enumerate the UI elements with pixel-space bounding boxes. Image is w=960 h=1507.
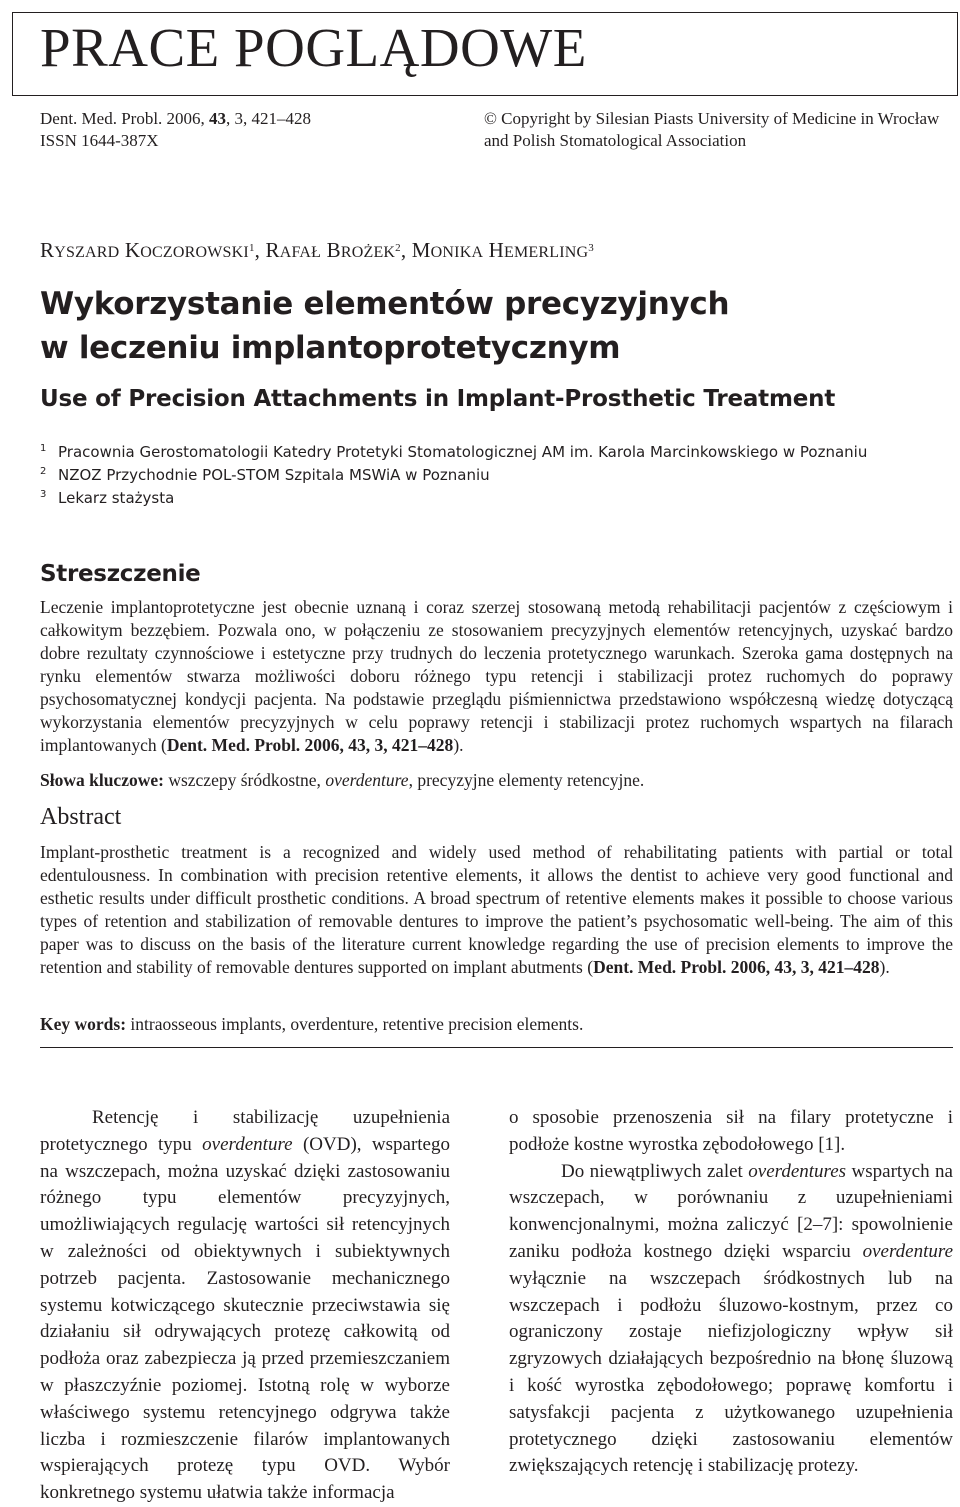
divider [40, 1047, 953, 1048]
author-list [40, 234, 594, 267]
slowa-kluczowe: Słowa kluczowe: wszczepy śródkostne, overdenture, precyzyjne elementy retencyjne. [40, 770, 645, 790]
body-column-left: Retencję i stabilizację uzupełnienia protetycznego typu overdenture (OVD), wspartego na wszczepach, można uzyskać dzięki zastosowaniu różnego typu elementów precyzyjnych, umożliwiających regulację wartości sił retencyjnych w zależności od obiektywnych i subiektywnych potrzeb pacjenta. Zastosowanie mechanicznego systemu kotwiczącego skutecznie przeciwstawia się działaniu sił odrywających protezę całkowitą od podłoża oraz zabezpiecza ją przed przemieszczaniem w płaszczyźnie poziomej. Istotną rolę w wyborze właściwego systemu retencyjnego odgrywa także liczba i rozmieszczenie filarów implantowanych wspierających protezę typu OVD. Wybór konkretnego systemu ułatwia także informacja [40, 1107, 450, 1504]
copyright [484, 108, 939, 152]
issn: ISSN 1644-387X [40, 131, 159, 150]
streszczenie-heading: Streszczenie [40, 561, 201, 587]
body-column-right: o sposobie przenoszenia sił na filary protetyczne i podłoże kostne wyrostka zębodołowego [1]. Do niewątpliwych zalet overdentures wspartych na wszczepach, w porównaniu z uzupełnieniami konwencjonalnymi, można zaliczyć [2–7]: spowolnienie zaniku podłoża kostnego dzięki wsparciu overdenture wyłącznie na wszczepach śródkostnych lub na wszczepach i podłożu śluzowo-kostnym, przez co ograniczony zostaje niefizjologiczny wpływ sił zgryzowych działających bezpośrednio na błonę śluzową i kość wyrostka zębodołowego; poprawę komfortu i satysfakcji pacjenta z użytkowanego uzupełnienia protetycznego dzięki zastosowaniu elementów zwiększających retencję i stabilizację protezy. [509, 1107, 953, 1477]
article-title-pl: Wykorzystanie elementów precyzyjnych w leczeniu implantoprotetycznym [40, 286, 730, 366]
abstract-text: Implant-prosthetic treatment is a recognized and widely used method of rehabilitating patients with partial or total edentulousness. In combination with precision retentive elements, it allows the dentist to achieve very good functional and esthetic results under difficult prosthetic conditions. A broad spectrum of retentive elements makes it possible to choose various types of retention and stabilization of removable dentures to improve the patient’s psychosomatic well-being. The aim of this paper was to discuss on the basis of the literature current knowledge regarding the use of precision elements to improve the retention and stability of removable dentures supported on implant abutments (Dent. Med. Probl. 2006, 43, 3, 421–428). [40, 842, 953, 977]
journal-volume: 43 [209, 109, 227, 128]
key-words: Key words: intraosseous implants, overdenture, retentive precision elements. [40, 1014, 584, 1034]
copyright-line1: © Copyright by Silesian Piasts University of Medicine in Wrocław [484, 109, 940, 128]
citation [40, 108, 311, 152]
abstract-heading: Abstract [40, 804, 122, 830]
author: RYSZARD KOCZOROWSKI$^1$, [40, 238, 266, 262]
journal-name: Dent. Med. Probl. [40, 109, 163, 128]
journal-year: 2006, [166, 109, 205, 128]
journal-issue-pages: , 3, 421–428 [226, 109, 312, 128]
article-title-en: Use of Precision Attachments in Implant-Prosthetic Treatment [40, 386, 836, 412]
copyright-line2: and Polish Stomatological Association [484, 131, 747, 150]
author: MONIKA HEMERLING$^3$ [411, 238, 594, 262]
section-title: PRACE POGLĄDOWE [40, 17, 587, 78]
author: RAFAŁ BROŻEK$^2$, [265, 238, 412, 262]
streszczenie-text: Leczenie implantoprotetyczne jest obecnie uznaną i coraz szerzej stosowaną metodą rehabilitacji pacjentów z częściowym i całkowitym bezzębiem. Pozwala ono, w połączeniu ze stosowaniem precyzyjnych elementów retencyjnych, uzyskać bardzo dobre rezultaty czynnościowe i estetyczne przy trudnych do leczenia protetycznego warunkach. Szeroka gama dostępnych na rynku elementów stwarza możliwości doboru różnego typu retencji i stabilizacji protez ruchomych do poprawy psychosomatycznej kondycji pacjenta. Na podstawie przeglądu piśmiennictwa przedstawiono współczesną wiedzę dotyczącą wykorzystania elementów precyzyjnych w celu poprawy retencji i stabilizacji protez ruchomych wspartych na filarach implantowanych (Dent. Med. Probl. 2006, 43, 3, 421–428). [40, 597, 953, 755]
